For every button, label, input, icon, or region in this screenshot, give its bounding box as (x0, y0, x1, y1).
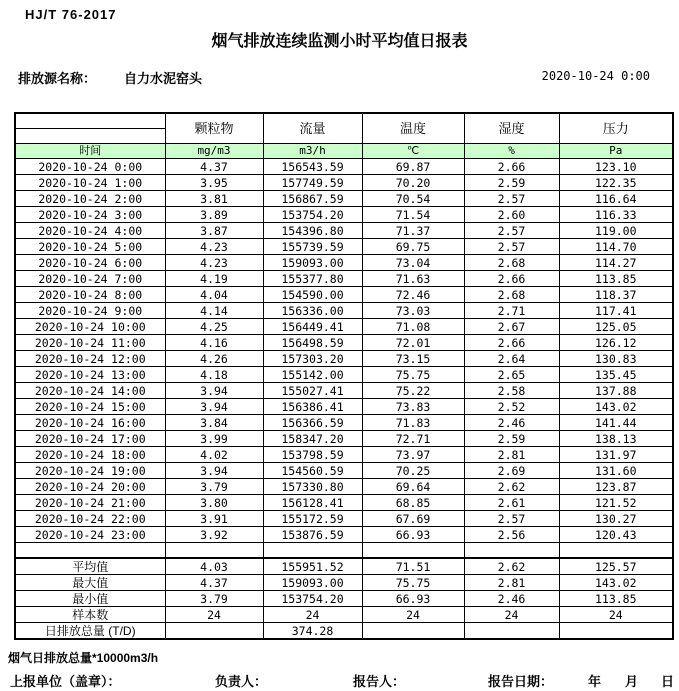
table-row (15, 303, 673, 319)
value-cell: 155142.00 (263, 367, 362, 383)
column-header-humidity: 湿度 (464, 113, 559, 144)
value-cell: 72.01 (362, 335, 464, 351)
unit-cell: mg/m3 (165, 144, 263, 159)
value-cell: 69.87 (362, 159, 464, 175)
value-cell: 3.79 (165, 479, 263, 495)
summary-row (15, 558, 673, 575)
source-line (18, 68, 202, 87)
value-cell: 2.66 (464, 159, 559, 175)
table-row (15, 335, 673, 351)
time-cell: 2020-10-24 20:00 (15, 479, 165, 495)
summary-value: 66.93 (362, 591, 464, 607)
value-cell: 2.57 (464, 239, 559, 255)
summary-value: 24 (362, 607, 464, 623)
summary-value: 159093.00 (263, 575, 362, 591)
summary-value: 24 (464, 607, 559, 623)
summary-value: 3.79 (165, 591, 263, 607)
summary-value: 2.81 (464, 575, 559, 591)
value-cell: 4.26 (165, 351, 263, 367)
value-cell: 2.59 (464, 431, 559, 447)
value-cell: 71.37 (362, 223, 464, 239)
value-cell: 75.22 (362, 383, 464, 399)
value-cell: 4.23 (165, 239, 263, 255)
time-cell: 2020-10-24 17:00 (15, 431, 165, 447)
value-cell: 71.08 (362, 319, 464, 335)
table-row (15, 367, 673, 383)
value-cell: 156449.41 (263, 319, 362, 335)
table-row (15, 319, 673, 335)
summary-label: 最小值 (15, 591, 165, 607)
value-cell: 157330.80 (263, 479, 362, 495)
table-row (15, 527, 673, 543)
value-cell: 2.71 (464, 303, 559, 319)
value-cell: 157749.59 (263, 175, 362, 191)
value-cell: 4.23 (165, 255, 263, 271)
value-cell: 155172.59 (263, 511, 362, 527)
year-label: 年 (588, 674, 602, 689)
value-cell: 4.02 (165, 447, 263, 463)
value-cell: 113.85 (559, 271, 673, 287)
column-header-flow: 流量 (263, 113, 362, 144)
time-cell: 2020-10-24 7:00 (15, 271, 165, 287)
value-cell: 70.54 (362, 191, 464, 207)
report-date-label: 报告日期： (488, 674, 554, 689)
value-cell: 2.65 (464, 367, 559, 383)
value-cell: 4.04 (165, 287, 263, 303)
value-cell: 143.02 (559, 399, 673, 415)
separator-row (15, 543, 673, 559)
value-cell: 131.97 (559, 447, 673, 463)
value-cell: 72.71 (362, 431, 464, 447)
reporting-unit-label: 上报单位（盖章）： (10, 674, 121, 689)
time-cell: 2020-10-24 8:00 (15, 287, 165, 303)
value-cell: 69.75 (362, 239, 464, 255)
value-cell: 138.13 (559, 431, 673, 447)
summary-value: 155951.52 (263, 558, 362, 575)
time-cell: 2020-10-24 16:00 (15, 415, 165, 431)
hourly-rows (15, 159, 673, 543)
summary-value: 24 (165, 607, 263, 623)
value-cell: 157303.20 (263, 351, 362, 367)
summary-value: 374.28 (263, 623, 362, 640)
value-cell: 3.89 (165, 207, 263, 223)
report-header (0, 0, 679, 112)
summary-label: 样本数 (15, 607, 165, 623)
report-table (14, 112, 674, 640)
table-row (15, 431, 673, 447)
time-cell: 2020-10-24 0:00 (15, 159, 165, 175)
value-cell: 3.95 (165, 175, 263, 191)
value-cell: 154590.00 (263, 287, 362, 303)
table-row (15, 239, 673, 255)
value-cell: 123.10 (559, 159, 673, 175)
value-cell: 2.62 (464, 479, 559, 495)
summary-value: 113.85 (559, 591, 673, 607)
unit-cell: Pa (559, 144, 673, 159)
summary-row (15, 607, 673, 623)
summary-row (15, 575, 673, 591)
column-header-row (15, 113, 673, 129)
time-cell: 2020-10-24 11:00 (15, 335, 165, 351)
value-cell: 68.85 (362, 495, 464, 511)
value-cell: 2.58 (464, 383, 559, 399)
value-cell: 2.57 (464, 223, 559, 239)
column-header-particulate: 颗粒物 (165, 113, 263, 144)
value-cell: 73.97 (362, 447, 464, 463)
empty-cell (15, 129, 165, 144)
time-cell: 2020-10-24 6:00 (15, 255, 165, 271)
value-cell: 117.41 (559, 303, 673, 319)
value-cell: 153754.20 (263, 207, 362, 223)
value-cell: 66.93 (362, 527, 464, 543)
value-cell: 2.57 (464, 511, 559, 527)
value-cell: 2.60 (464, 207, 559, 223)
summary-value: 4.37 (165, 575, 263, 591)
value-cell: 3.94 (165, 463, 263, 479)
value-cell: 75.75 (362, 367, 464, 383)
source-name-value: 自力水泥窑头 (124, 71, 203, 86)
unit-row (15, 144, 673, 159)
value-cell: 154396.80 (263, 223, 362, 239)
separator-section (15, 543, 673, 559)
value-cell: 2.66 (464, 335, 559, 351)
time-cell: 2020-10-24 19:00 (15, 463, 165, 479)
value-cell: 4.37 (165, 159, 263, 175)
value-cell: 4.16 (165, 335, 263, 351)
table-row (15, 399, 673, 415)
day-label: 日 (661, 674, 675, 689)
value-cell: 120.43 (559, 527, 673, 543)
value-cell: 131.60 (559, 463, 673, 479)
time-cell: 2020-10-24 1:00 (15, 175, 165, 191)
summary-label: 最大值 (15, 575, 165, 591)
empty-cell (559, 543, 673, 559)
column-header-temperature: 温度 (362, 113, 464, 144)
table-row (15, 191, 673, 207)
column-header-pressure: 压力 (559, 113, 673, 144)
value-cell: 69.64 (362, 479, 464, 495)
value-cell: 2.64 (464, 351, 559, 367)
value-cell: 3.99 (165, 431, 263, 447)
table-row (15, 287, 673, 303)
table-row (15, 383, 673, 399)
value-cell: 155377.80 (263, 271, 362, 287)
table-row (15, 511, 673, 527)
summary-value: 143.02 (559, 575, 673, 591)
reporter-label: 报告人： (353, 674, 406, 689)
value-cell: 2.68 (464, 287, 559, 303)
value-cell: 70.20 (362, 175, 464, 191)
time-cell: 2020-10-24 15:00 (15, 399, 165, 415)
value-cell: 4.18 (165, 367, 263, 383)
footer-note: 烟气日排放总量*10000m3/h (8, 651, 159, 665)
unit-cell: m3/h (263, 144, 362, 159)
summary-value: 71.51 (362, 558, 464, 575)
summary-value (559, 623, 673, 640)
value-cell: 73.03 (362, 303, 464, 319)
value-cell: 3.87 (165, 223, 263, 239)
empty-cell (464, 543, 559, 559)
value-cell: 137.88 (559, 383, 673, 399)
value-cell: 3.92 (165, 527, 263, 543)
table-row (15, 271, 673, 287)
summary-value: 125.57 (559, 558, 673, 575)
empty-cell (362, 543, 464, 559)
value-cell: 135.45 (559, 367, 673, 383)
summary-value: 4.03 (165, 558, 263, 575)
table-row (15, 463, 673, 479)
value-cell: 141.44 (559, 415, 673, 431)
value-cell: 156386.41 (263, 399, 362, 415)
time-cell: 2020-10-24 18:00 (15, 447, 165, 463)
table-row (15, 223, 673, 239)
value-cell: 114.70 (559, 239, 673, 255)
value-cell: 116.64 (559, 191, 673, 207)
value-cell: 2.68 (464, 255, 559, 271)
table-row (15, 415, 673, 431)
summary-row (15, 591, 673, 607)
value-cell: 2.57 (464, 191, 559, 207)
value-cell: 71.63 (362, 271, 464, 287)
source-name-label: 排放源名称： (18, 71, 97, 86)
value-cell: 159093.00 (263, 255, 362, 271)
unit-cell: % (464, 144, 559, 159)
page-title: 烟气排放连续监测小时平均值日报表 (211, 33, 468, 50)
value-cell: 4.14 (165, 303, 263, 319)
table-row (15, 495, 673, 511)
value-cell: 73.04 (362, 255, 464, 271)
value-cell: 116.33 (559, 207, 673, 223)
value-cell: 70.25 (362, 463, 464, 479)
time-cell: 2020-10-24 14:00 (15, 383, 165, 399)
value-cell: 130.27 (559, 511, 673, 527)
time-cell: 2020-10-24 13:00 (15, 367, 165, 383)
summary-value: 24 (559, 607, 673, 623)
summary-value: 2.62 (464, 558, 559, 575)
time-header-cell: 时间 (15, 144, 165, 159)
empty-cell (15, 113, 165, 129)
value-cell: 2.52 (464, 399, 559, 415)
value-cell: 2.67 (464, 319, 559, 335)
value-cell: 2.59 (464, 175, 559, 191)
value-cell: 2.61 (464, 495, 559, 511)
value-cell: 122.35 (559, 175, 673, 191)
standard-code: HJ/T 76-2017 (25, 7, 117, 22)
summary-value (165, 623, 263, 640)
summary-value: 75.75 (362, 575, 464, 591)
unit-cell: ℃ (362, 144, 464, 159)
value-cell: 3.84 (165, 415, 263, 431)
value-cell: 73.15 (362, 351, 464, 367)
manager-label: 负责人： (215, 674, 268, 689)
time-cell: 2020-10-24 3:00 (15, 207, 165, 223)
summary-value: 153754.20 (263, 591, 362, 607)
value-cell: 3.81 (165, 191, 263, 207)
value-cell: 3.80 (165, 495, 263, 511)
value-cell: 3.94 (165, 399, 263, 415)
value-cell: 126.12 (559, 335, 673, 351)
table-row (15, 159, 673, 175)
empty-cell (263, 543, 362, 559)
month-label: 月 (625, 674, 639, 689)
summary-value: 2.46 (464, 591, 559, 607)
time-cell: 2020-10-24 10:00 (15, 319, 165, 335)
value-cell: 156366.59 (263, 415, 362, 431)
table-row (15, 479, 673, 495)
value-cell: 4.25 (165, 319, 263, 335)
value-cell: 2.69 (464, 463, 559, 479)
value-cell: 2.46 (464, 415, 559, 431)
value-cell: 123.87 (559, 479, 673, 495)
summary-rows (15, 558, 673, 639)
value-cell: 119.00 (559, 223, 673, 239)
value-cell: 2.56 (464, 527, 559, 543)
summary-value (362, 623, 464, 640)
time-cell: 2020-10-24 5:00 (15, 239, 165, 255)
empty-cell (15, 543, 165, 559)
summary-value: 24 (263, 607, 362, 623)
value-cell: 156128.41 (263, 495, 362, 511)
summary-value (464, 623, 559, 640)
table-row (15, 351, 673, 367)
time-cell: 2020-10-24 2:00 (15, 191, 165, 207)
summary-label: 平均值 (15, 558, 165, 575)
value-cell: 130.83 (559, 351, 673, 367)
value-cell: 71.54 (362, 207, 464, 223)
table-row (15, 447, 673, 463)
value-cell: 155739.59 (263, 239, 362, 255)
value-cell: 2.81 (464, 447, 559, 463)
value-cell: 155027.41 (263, 383, 362, 399)
value-cell: 125.05 (559, 319, 673, 335)
time-cell: 2020-10-24 12:00 (15, 351, 165, 367)
value-cell: 156498.59 (263, 335, 362, 351)
summary-row (15, 623, 673, 640)
value-cell: 156336.00 (263, 303, 362, 319)
table-row (15, 175, 673, 191)
value-cell: 153876.59 (263, 527, 362, 543)
value-cell: 73.83 (362, 399, 464, 415)
value-cell: 2.66 (464, 271, 559, 287)
time-cell: 2020-10-24 22:00 (15, 511, 165, 527)
table-row (15, 207, 673, 223)
time-cell: 2020-10-24 21:00 (15, 495, 165, 511)
value-cell: 72.46 (362, 287, 464, 303)
value-cell: 158347.20 (263, 431, 362, 447)
value-cell: 154560.59 (263, 463, 362, 479)
time-cell: 2020-10-24 23:00 (15, 527, 165, 543)
value-cell: 156543.59 (263, 159, 362, 175)
empty-cell (165, 543, 263, 559)
value-cell: 118.37 (559, 287, 673, 303)
report-datetime: 2020-10-24 0:00 (541, 69, 650, 83)
value-cell: 3.91 (165, 511, 263, 527)
value-cell: 153798.59 (263, 447, 362, 463)
value-cell: 156867.59 (263, 191, 362, 207)
value-cell: 3.94 (165, 383, 263, 399)
value-cell: 71.83 (362, 415, 464, 431)
value-cell: 4.19 (165, 271, 263, 287)
table-row (15, 255, 673, 271)
summary-label: 日排放总量 (T/D) (15, 623, 165, 640)
value-cell: 67.69 (362, 511, 464, 527)
value-cell: 121.52 (559, 495, 673, 511)
time-cell: 2020-10-24 9:00 (15, 303, 165, 319)
time-cell: 2020-10-24 4:00 (15, 223, 165, 239)
value-cell: 114.27 (559, 255, 673, 271)
signature-line (0, 671, 679, 691)
